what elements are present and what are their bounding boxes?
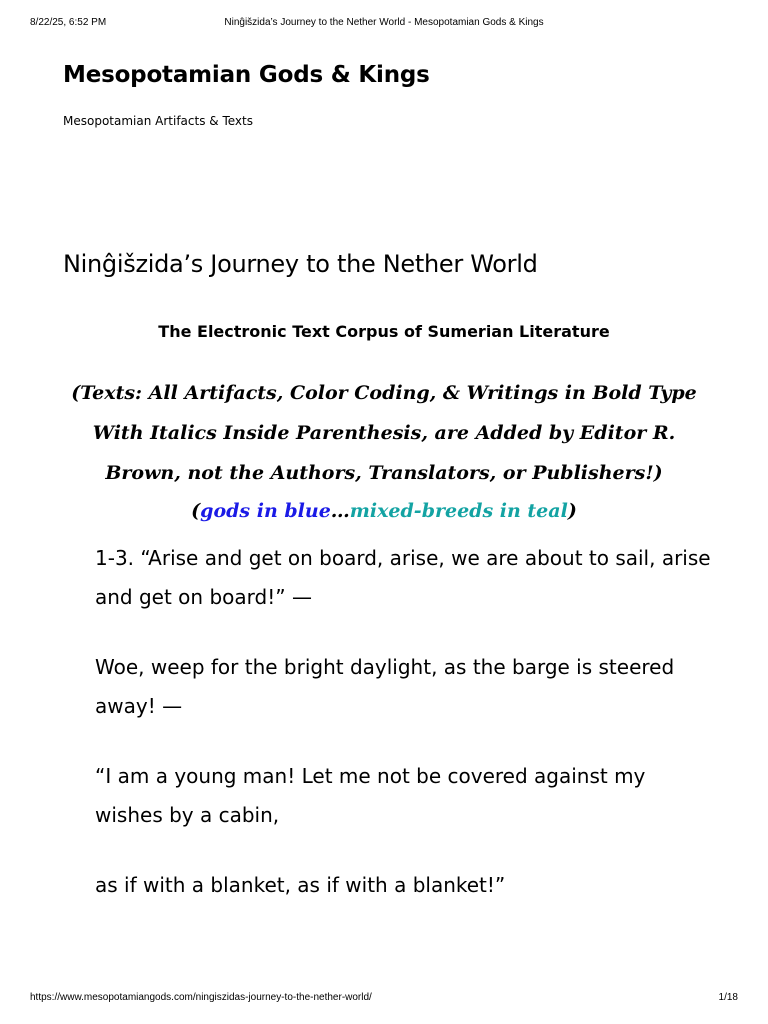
color-key-close-paren: )	[567, 500, 577, 522]
color-key	[0, 500, 768, 522]
gods-color-label: gods in blue	[200, 500, 331, 522]
print-page-url: https://www.mesopotamiangods.com/ningiszidas-journey-to-the-nether-world/	[30, 992, 372, 1003]
color-key-separator: …	[330, 500, 350, 522]
site-tagline: Mesopotamian Artifacts & Texts	[63, 114, 253, 128]
color-key-open-paren: (	[191, 500, 201, 522]
print-footer	[0, 992, 768, 1006]
editor-note: (Texts: All Artifacts, Color Coding, & Writings in Bold Type With Italics Inside Parenthesis, are Added by Editor R. Brown, not the Authors, Translators, or Publishers!)	[71, 382, 697, 484]
corpus-heading: The Electronic Text Corpus of Sumerian Literature	[158, 322, 610, 341]
verse-paragraph: as if with a blanket, as if with a blanket!”	[95, 873, 506, 897]
print-page-title: Ninĝišzida’s Journey to the Nether World - Mesopotamian Gods & Kings	[224, 17, 544, 28]
print-header	[0, 17, 768, 31]
verse-paragraph: Woe, weep for the bright daylight, as the barge is steered away! —	[95, 655, 675, 718]
article-title: Ninĝišzida’s Journey to the Nether World	[63, 250, 538, 278]
mixed-breeds-color-label: mixed-breeds in teal	[349, 500, 568, 522]
print-page-number: 1/18	[718, 992, 738, 1003]
verse-paragraph: “I am a young man! Let me not be covered against my wishes by a cabin,	[95, 764, 646, 827]
print-datetime: 8/22/25, 6:52 PM	[30, 17, 107, 28]
verse-paragraph: 1-3. “Arise and get on board, arise, we are about to sail, arise and get on board!” —	[95, 546, 711, 609]
site-title-link[interactable]: Mesopotamian Gods & Kings	[63, 62, 430, 88]
